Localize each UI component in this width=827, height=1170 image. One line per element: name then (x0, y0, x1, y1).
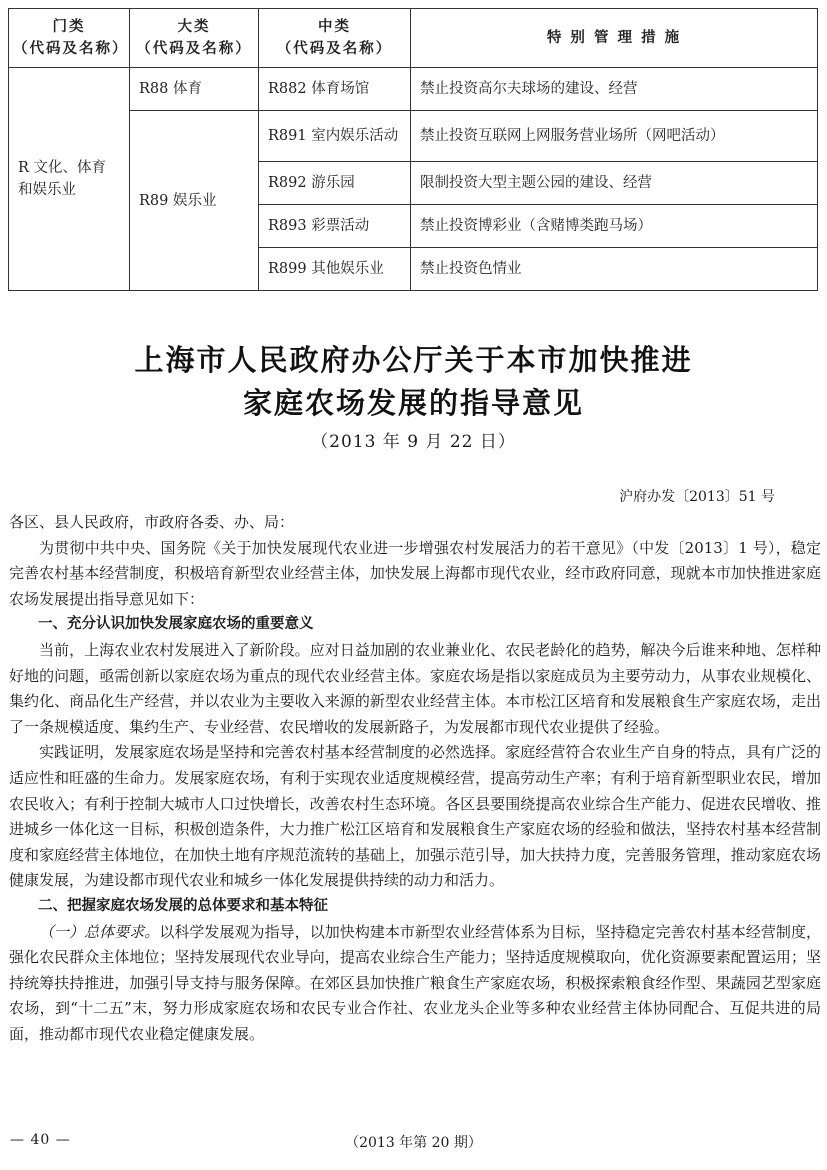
intro-paragraph: 为贯彻中共中央、国务院《关于加快发展现代农业进一步增强农村发展活力的若干意见》（中发〔2013〕1 号），稳定完善农村基本经营制度，积极培育新型农业经营主体，加快发展上海都市现代农业，经市政府同意，现就本市加快推进家庭农场发展提出指导意见如下： (9, 538, 821, 608)
section-2-text: 以科学发展观为指导，以加快构建本市新型农业经营体系为目标，坚持稳定完善农村基本经营制度，强化农民群众主体地位；坚持发展现代农业导向，提高农业综合生产能力；坚持适度规模取向，优化资源要素配置运用；坚持统筹扶持推进，加强引导支持与服务保障。在郊区县加快推广粮食生产家庭农场，积极探索粮食经作型、果蔬园艺型家庭农场，到“十二五”末，努力形成家庭农场和农民专业合作社、农业龙头企业等多种农业经营主体协同配合、互促共进的局面，推动都市现代农业稳定健康发展。 (9, 922, 821, 1043)
header-men-lei: 门类 （代码及名称） (9, 9, 130, 68)
table-row (9, 111, 818, 162)
section-2-paragraph-1 (9, 920, 821, 1048)
page-number: — 40 — (10, 1132, 71, 1148)
salutation: 各区、县人民政府，市政府各委、办、局： (9, 513, 295, 531)
da-lei-cell: R88 体育 (130, 68, 259, 111)
issue-label: （2013 年第 20 期） (345, 1135, 482, 1151)
measure-cell: 限制投资大型主题公园的建设、经营 (411, 162, 818, 205)
doc-title-line-2: 家庭农场发展的指导意见 (242, 386, 584, 420)
measure-cell: 禁止投资高尔夫球场的建设、经营 (411, 68, 818, 111)
section-1-paragraph-1: 当前，上海农业农村发展进入了新阶段。应对日益加剧的农业兼业化、农民老龄化的趋势，解决今后谁来种地、怎样种好地的问题，亟需创新以家庭农场为重点的现代农业经营主体。家庭农场是指以家庭成员为主要劳动力，从事农业规模化、集约化、商品化生产经营，并以农业为主要收入来源的新型农业经营主体。本市松江区培育和发展粮食生产家庭农场，走出了一条规模适度、集约生产、专业经营、农民增收的发展新路子，为发展都市现代农业提供了经验。 (9, 640, 821, 736)
doc-date: （2013 年 9 月 22 日） (311, 432, 516, 452)
measure-cell: 禁止投资互联网上网服务营业场所（网吧活动） (411, 111, 818, 162)
measure-cell: 禁止投资色情业 (411, 248, 818, 291)
header-measures: 特 别 管 理 措 施 (411, 9, 818, 68)
zhong-lei-cell: R893 彩票活动 (259, 205, 411, 248)
section-1-paragraph-2: 实践证明，发展家庭农场是坚持和完善农村基本经营制度的必然选择。家庭经营符合农业生产自身的特点，具有广泛的适应性和旺盛的生命力。发展家庭农场，有利于实现农业适度规模经营，提高劳动生产率；有利于培育新型职业农民，增加农民收入；有利于控制大城市人口过快增长，改善农村生态环境。各区县要围绕提高农业综合生产能力、促进农民增收、推进城乡一体化这一目标，积极创造条件，大力推广松江区培育和发展粮食生产家庭农场的经验和做法，坚持农村基本经营制度和家庭经营主体地位，在加快土地有序规范流转的基础上，加强示范引导，加大扶持力度，完善服务管理，推动家庭农场健康发展，为建设都市现代农业和城乡一体化发展提供持续的动力和活力。 (9, 743, 821, 890)
doc-title-line-1: 上海市人民政府办公厅关于本市加快推进 (134, 343, 693, 377)
industry-management-table (8, 8, 818, 291)
section-2-lead: （一）总体要求。 (39, 922, 160, 941)
men-lei-cell: R 文化、体育和娱乐业 (9, 68, 130, 291)
zhong-lei-cell: R892 游乐园 (259, 162, 411, 205)
zhong-lei-cell: R891 室内娱乐活动 (259, 111, 411, 162)
header-da-lei: 大类 （代码及名称） (130, 9, 259, 68)
doc-body (9, 510, 821, 1047)
table-header-row (9, 9, 818, 68)
section-1-heading: 一、充分认识加快发展家庭农场的重要意义 (38, 616, 314, 633)
section-2-heading: 二、把握家庭农场发展的总体要求和基本特征 (38, 897, 328, 914)
measure-cell: 禁止投资博彩业（含赌博类跑马场） (411, 205, 818, 248)
doc-number: 沪府办发〔2013〕51 号 (619, 489, 775, 505)
header-zhong-lei: 中类 （代码及名称） (259, 9, 411, 68)
zhong-lei-cell: R882 体育场馆 (259, 68, 411, 111)
da-lei-cell: R89 娱乐业 (130, 111, 259, 291)
zhong-lei-cell: R899 其他娱乐业 (259, 248, 411, 291)
table-row (9, 68, 818, 111)
